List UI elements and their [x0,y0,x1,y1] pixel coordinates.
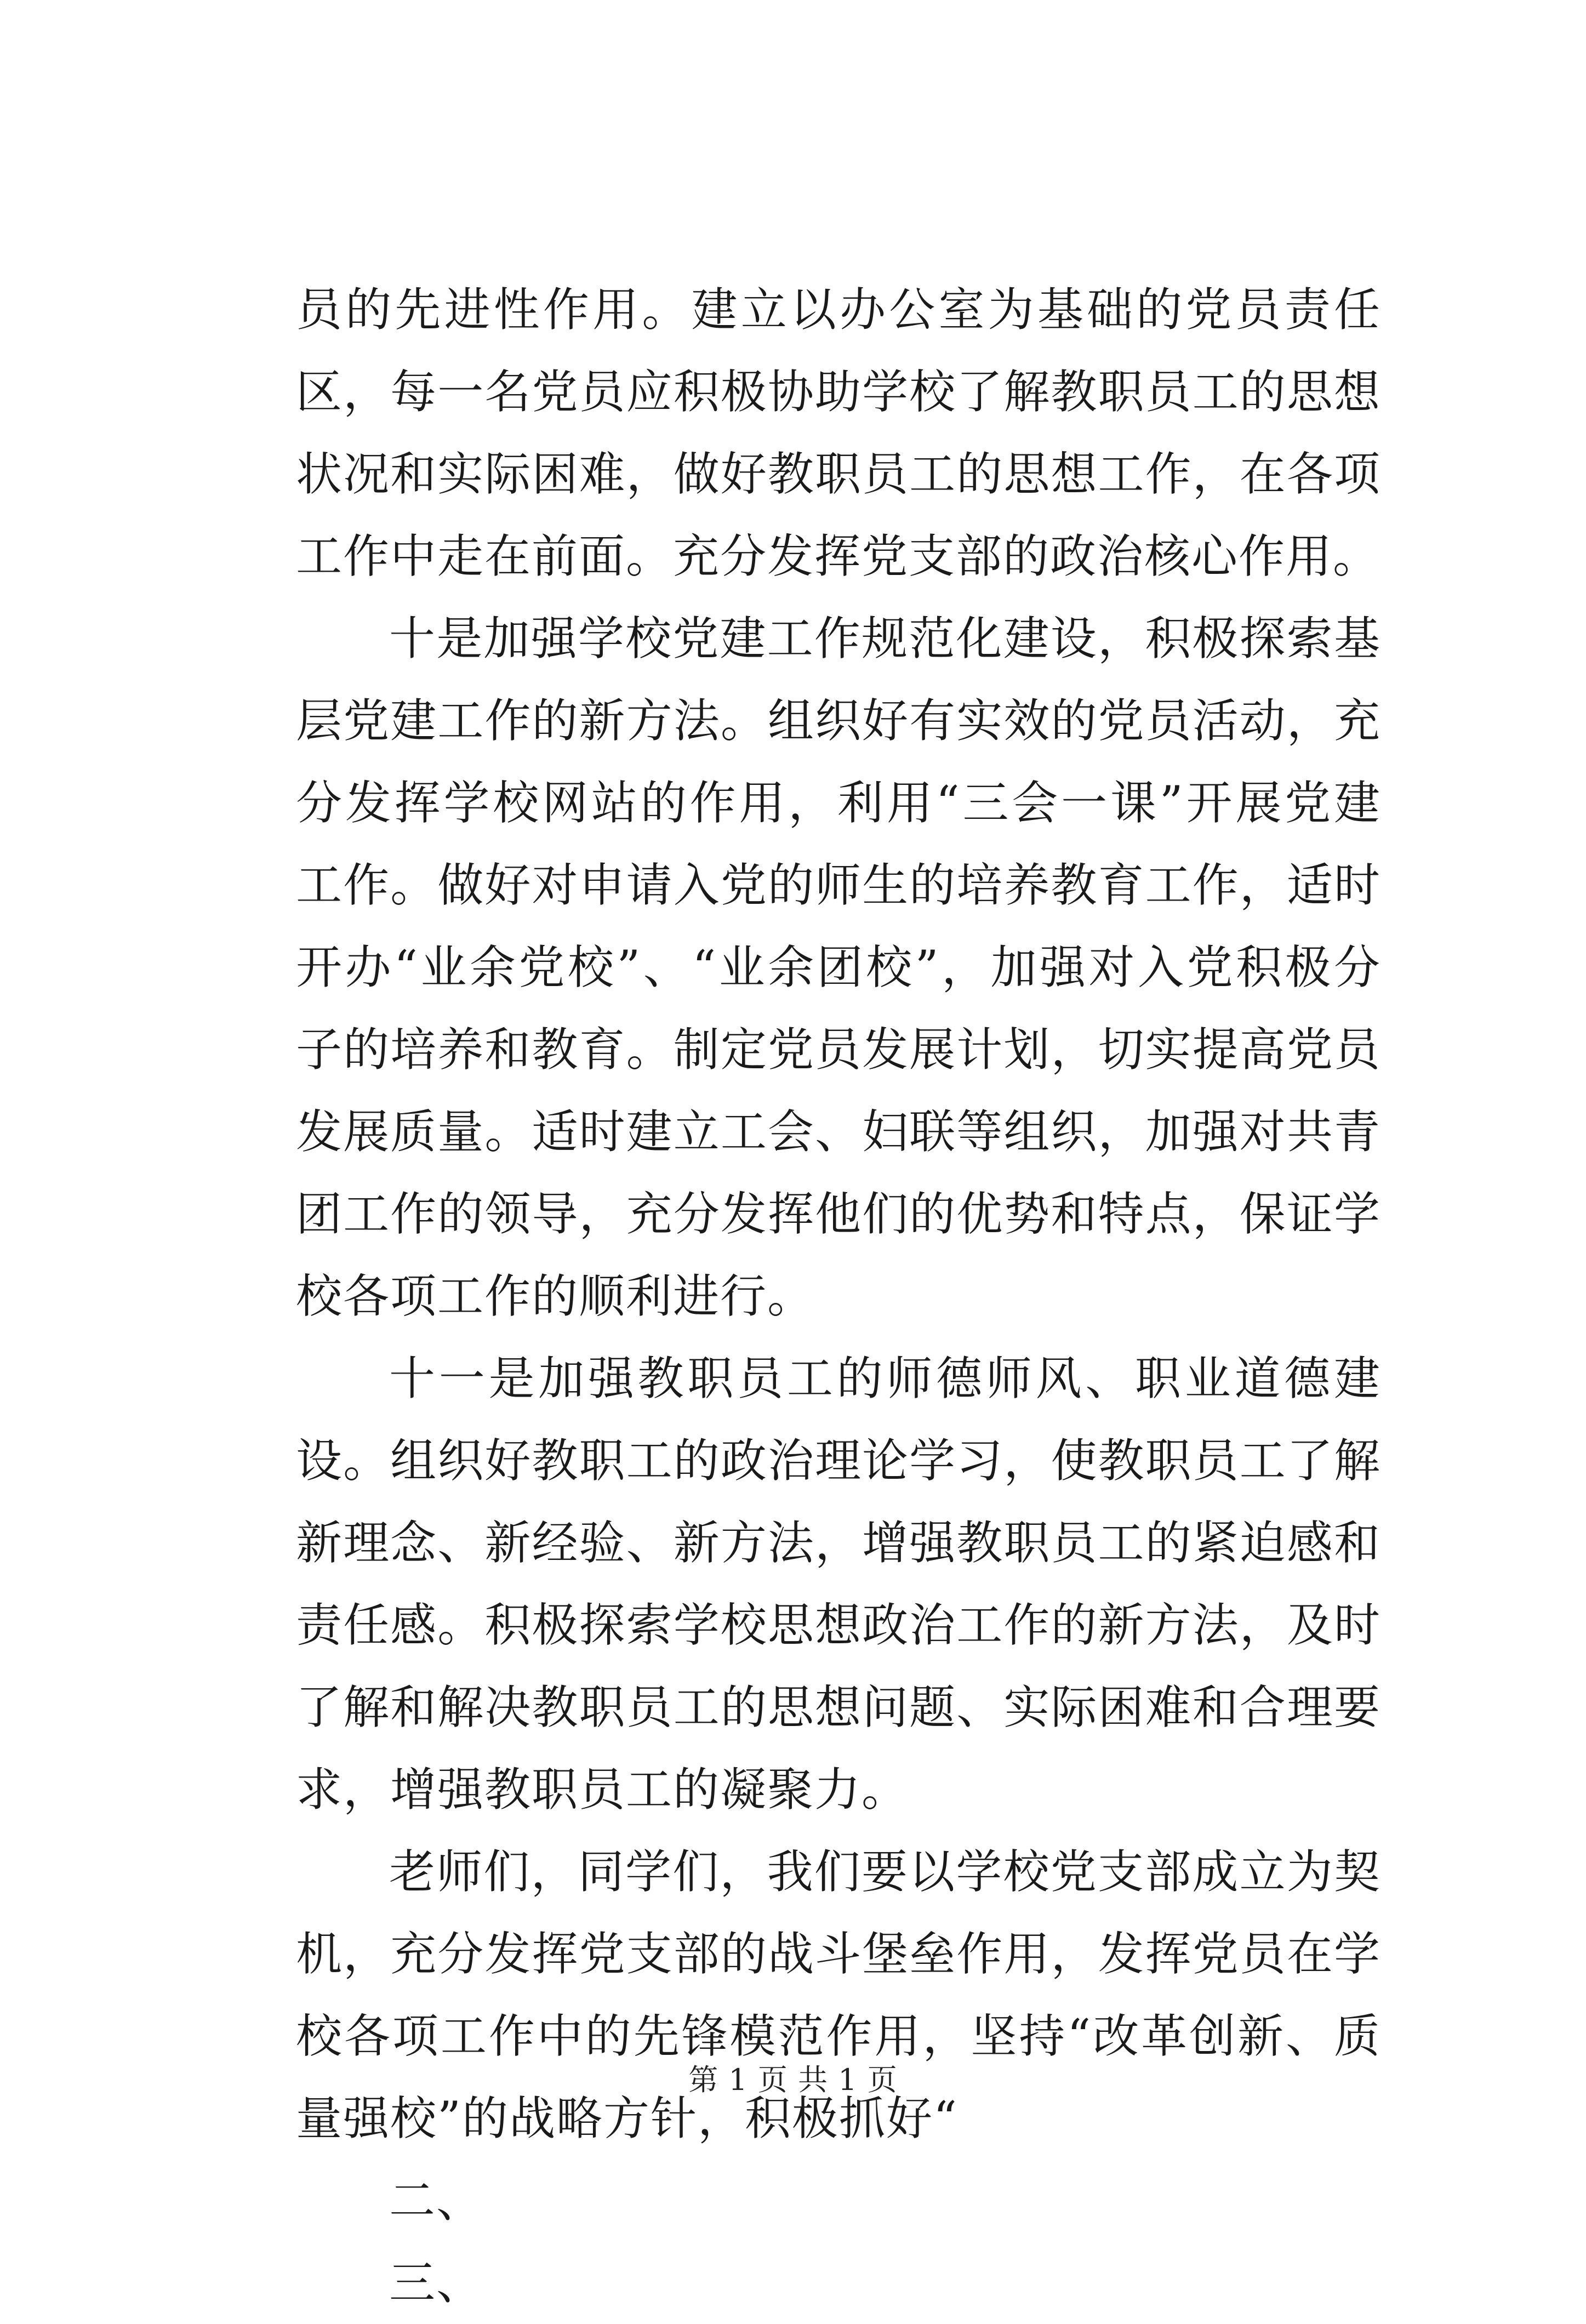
paragraph-list-marker-three: 三、 [389,2256,484,2310]
paragraph-continuation: 员的先进性作用。建立以办公室为基础的党员责任区，每一名党员应积极协助学校了解教职员工的思想状况和实际困难，做好教职员工的思想工作，在各项工作中走在前面。充分发挥党支部的政治核心作用。 [296,283,1381,583]
document-body [296,269,1381,2324]
paragraph-item-ten: 十是加强学校党建工作规范化建设，积极探索基层党建工作的新方法。组织好有实效的党员活动，充分发挥学校网站的作用，利用“三会一课”开展党建工作。做好对申请入党的师生的培养教育工作，适时开办“业余党校”、“业余团校”，加强对入党积极分子的培养和教育。制定党员发展计划，切实提高党员发展质量。适时建立工会、妇联等组织，加强对共青团工作的领导，充分发挥他们的优势和特点，保证学校各项工作的顺利进行。 [296,612,1381,1323]
paragraph-closing-address: 老师们，同学们，我们要以学校党支部成立为契机，充分发挥党支部的战斗堡垒作用，发挥党员在学校各项工作中的先锋模范作用，坚持“改革创新、质量强校”的战略方针，积极抓好“ [296,1845,1381,2145]
paragraph-item-eleven: 十一是加强教职员工的师德师风、职业道德建设。组织好教职工的政治理论学习，使教职员工了解新理念、新经验、新方法，增强教职员工的紧迫感和责任感。积极探索学校思想政治工作的新方法，及时了解和解决教职员工的思想问题、实际困难和合理要求，增强教职员工的凝聚力。 [296,1352,1381,1816]
page-number-footer: 第 1 页 共 1 页 [688,2063,898,2097]
paragraph-list-marker-two: 二、 [389,2174,484,2228]
